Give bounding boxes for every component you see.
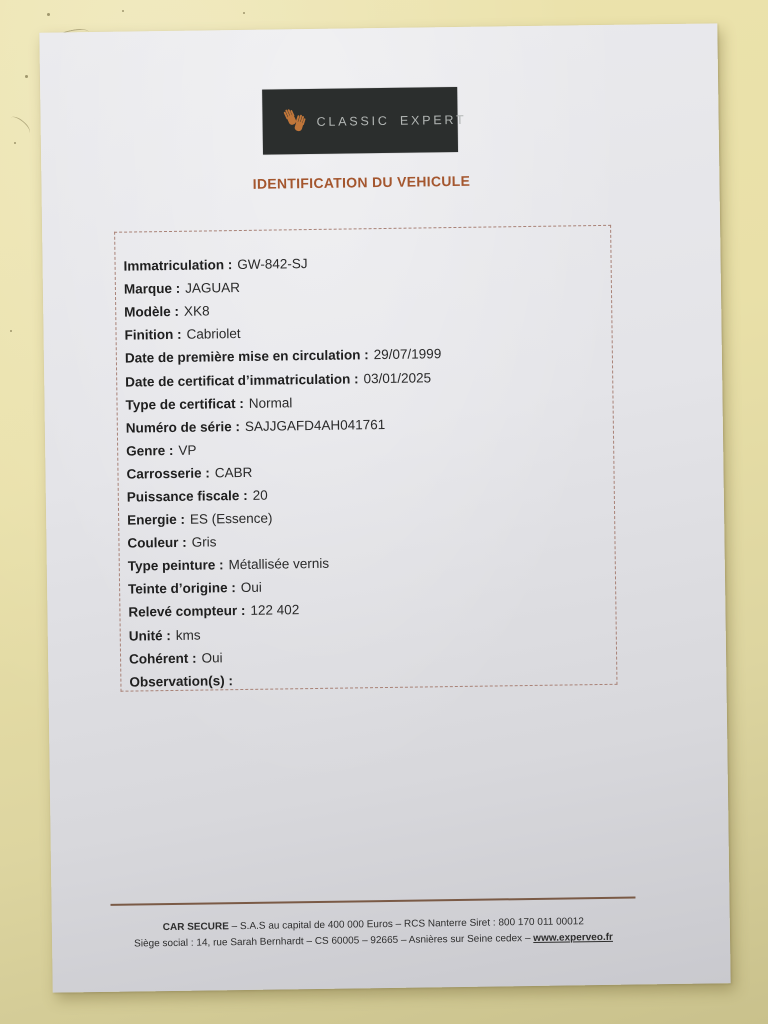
brand-name: CLASSIC EXPERT xyxy=(316,112,467,129)
field-label: Genre : xyxy=(126,442,174,459)
field-value: CABR xyxy=(214,464,253,481)
field-label: Couleur : xyxy=(127,534,187,551)
field-value: Oui xyxy=(240,580,262,596)
field-label: Energie : xyxy=(127,511,186,528)
field-value: Gris xyxy=(191,534,217,550)
field-value: ES (Essence) xyxy=(189,510,273,527)
hands-icon xyxy=(282,106,306,137)
background-speckle xyxy=(14,142,16,144)
background-speckle xyxy=(10,330,12,332)
field-value: VP xyxy=(178,442,197,458)
field-value: kms xyxy=(175,627,201,643)
background-speckle xyxy=(25,75,28,78)
field-label: Finition : xyxy=(124,327,182,343)
field-label: Modèle : xyxy=(124,304,180,320)
field-label: Type peinture : xyxy=(127,557,224,574)
background-fiber xyxy=(7,114,32,138)
field-label: Numéro de série : xyxy=(125,418,240,436)
field-label: Relevé compteur : xyxy=(128,603,246,621)
field-label: Date de certificat d’immatriculation : xyxy=(125,370,359,390)
fields-list xyxy=(123,248,610,693)
field-value: 122 402 xyxy=(250,602,300,619)
field-label: Unité : xyxy=(128,627,171,644)
field-value: Cabriolet xyxy=(186,326,241,343)
field-label: Carrosserie : xyxy=(126,465,210,482)
field-value: Normal xyxy=(248,394,293,411)
footer-company-name: CAR SECURE xyxy=(162,921,229,934)
background-speckle xyxy=(122,10,124,12)
field-value: SAJJGAFD4AH041761 xyxy=(244,416,386,434)
field-label: Type de certificat : xyxy=(125,395,244,413)
field-value: Oui xyxy=(201,649,223,666)
logo-plate xyxy=(262,87,467,155)
footer-line-2-text: Siège social : 14, rue Sarah Bernhardt – CS 60005 – 92665 – Asnières sur Seine cedex – xyxy=(134,932,534,950)
background-speckle xyxy=(47,13,50,16)
field-value: JAGUAR xyxy=(185,280,241,296)
field-value: XK8 xyxy=(183,303,210,320)
field-label: Immatriculation : xyxy=(123,257,233,274)
field-value: GW-842-SJ xyxy=(237,256,308,273)
field-label: Puissance fiscale : xyxy=(126,487,248,505)
field-label: Date de première mise en circulation : xyxy=(124,347,369,367)
page-title: IDENTIFICATION DU VEHICULE xyxy=(252,172,471,192)
field-value: 29/07/1999 xyxy=(373,346,442,363)
footer-line-1-text: – S.A.S au capital de 400 000 Euros – RCS Nanterre Siret : 800 170 011 00012 xyxy=(228,916,584,933)
field-value: 20 xyxy=(252,487,268,503)
document-sheet xyxy=(39,23,730,992)
background-speckle xyxy=(243,12,245,14)
vehicle-identification-box xyxy=(114,225,617,692)
field-value: 03/01/2025 xyxy=(363,369,432,386)
field-value: Métallisée vernis xyxy=(228,556,330,573)
footer-divider xyxy=(111,897,636,906)
field-label: Teinte d’origine : xyxy=(128,580,236,597)
footer-website-link: www.experveo.fr xyxy=(533,931,614,944)
field-label: Cohérent : xyxy=(128,650,197,667)
footer xyxy=(91,913,656,953)
field-label: Observation(s) : xyxy=(129,672,234,690)
field-label: Marque : xyxy=(123,280,181,297)
